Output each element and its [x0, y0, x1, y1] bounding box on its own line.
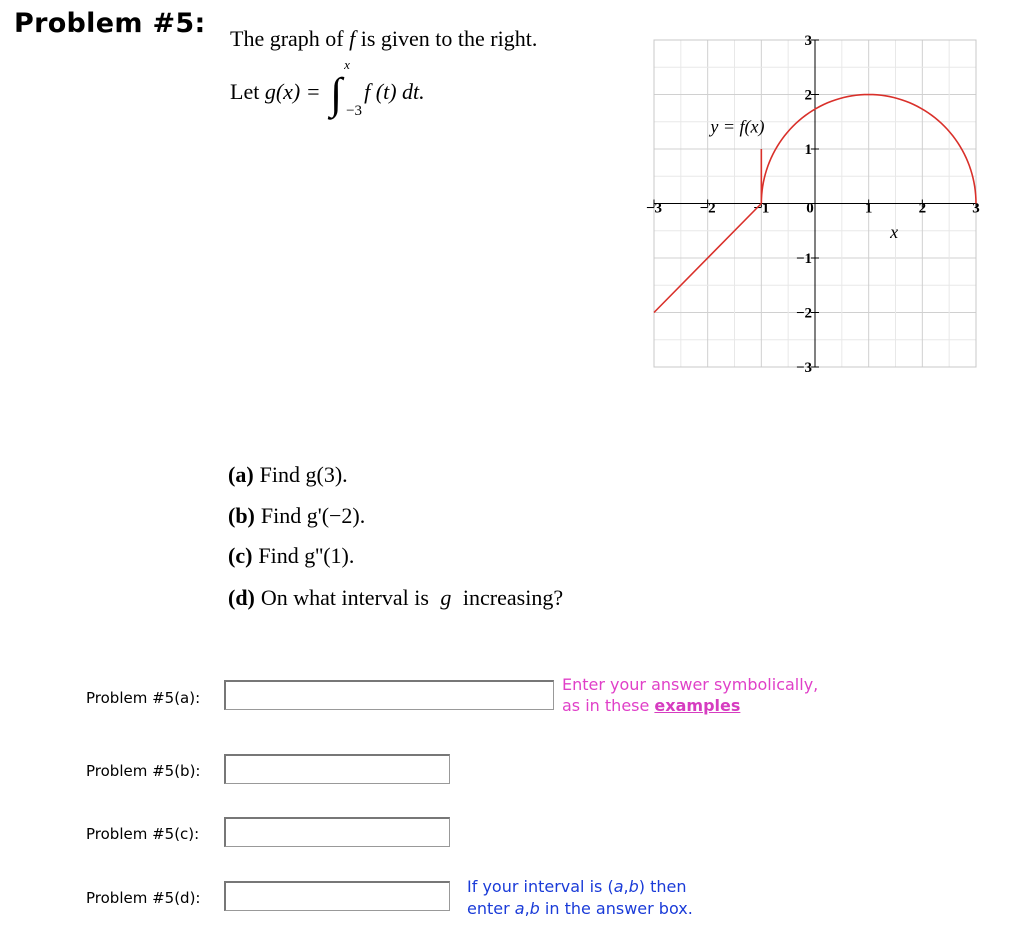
y-tick-label: −2: [795, 305, 812, 322]
question-d: (d) On what interval is g increasing?: [228, 585, 564, 610]
x-tick-label: −1: [753, 200, 770, 217]
x-tick-label: 2: [918, 200, 927, 217]
x-tick-label: 0: [806, 200, 814, 217]
problem-title: Problem #5:: [14, 8, 206, 39]
x-tick-label: 1: [864, 200, 873, 217]
answer-label-c: Problem #5(c):: [86, 825, 200, 843]
answer-label-d: Problem #5(d):: [86, 889, 201, 907]
question-b: (b) Find g'(−2).: [228, 503, 366, 528]
x-tick-label: 3: [972, 200, 980, 217]
function-graph: [628, 22, 988, 382]
y-tick-label: 1: [804, 142, 812, 158]
interval-hint: If your interval is (a,b) then enter a,b in the answer box.: [467, 877, 693, 918]
graph-tick-labels: [646, 33, 980, 376]
question-a: (a) Find g(3).: [228, 462, 348, 487]
integral-upper-limit: x: [344, 57, 350, 72]
integral-lower-limit: −3: [346, 103, 363, 119]
answer-input-c[interactable]: [224, 817, 450, 847]
answer-input-d[interactable]: [224, 881, 450, 911]
problem-statement: The graph of f is given to the right.: [230, 26, 538, 51]
answer-input-a[interactable]: [224, 680, 554, 710]
answer-input-b[interactable]: [224, 754, 450, 784]
y-tick-label: −3: [795, 360, 812, 376]
x-axis-label: x: [890, 221, 899, 242]
g-definition: Let g(x) = ∫ x −3 f (t) dt.: [230, 57, 425, 119]
answer-label-a: Problem #5(a):: [86, 689, 201, 707]
y-tick-label: 2: [804, 87, 812, 104]
integral-sign: ∫ x −3: [330, 57, 363, 119]
curve-label: y = f(x): [710, 116, 765, 137]
examples-link[interactable]: examples: [654, 696, 741, 715]
question-c: (c) Find g''(1).: [228, 543, 355, 568]
y-tick-label: 3: [804, 33, 812, 49]
x-tick-label: −3: [645, 200, 663, 217]
y-tick-label: −1: [795, 251, 812, 267]
x-tick-label: −2: [699, 200, 716, 217]
answer-label-b: Problem #5(b):: [86, 762, 201, 780]
symbolic-hint: Enter your answer symbolically, as in these examples: [562, 675, 819, 715]
